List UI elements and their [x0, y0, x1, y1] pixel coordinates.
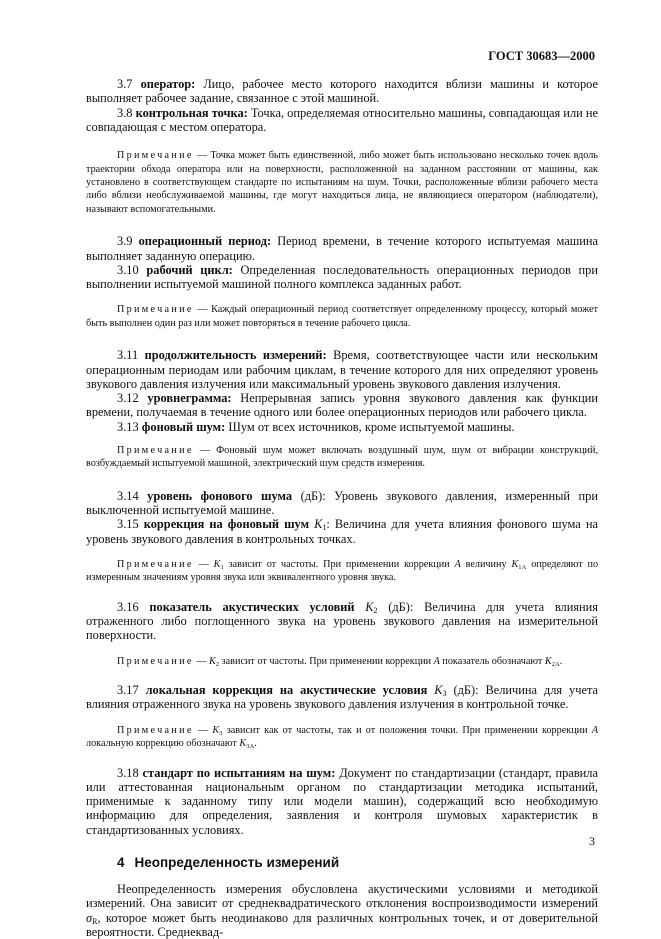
note-3-16: Примечание — $K_2$ зависит от частоты. При применении коррекции A показатель обозначают $K_{2A}$. [117, 655, 563, 668]
entry-3-8: 3.8 контрольная точка: Точка, определяемая относительно машины, совпадающая или не совпадающая с местом оператора. [86, 105, 598, 134]
entry-3-18: 3.18 стандарт по испытаниям на шум: Документ по стандартизации (стандарт, правила или аттестованная национальным органом по стандартизации методика испытаний, применимые к заданному типу или модели машин), содержащий всю необходимую информацию для определения, заявления и контроля шумовых характеристик в стандартизованных условиях. [86, 765, 598, 837]
note-3-15: Примечание — $K_1$ зависит от частоты. При применении коррекции A величину $K_{1A}$ определяют по измеренным значениям уровня звука или эквивалентного уровня звука. [86, 559, 599, 584]
entry-3-14: 3.14 уровень фонового шума (дБ): Уровень звукового давления, измеренный при выключенной испытуемой машине. [86, 488, 598, 518]
entry-3-11: 3.11 продолжительность измерений: Время, соответствующее части или нескольким операционным периодам или рабочим циклам, в течение которого для них определяют уровень звукового давления излучения или максимальный уровень звукового давления излучения. [86, 348, 598, 391]
entry-3-12: 3.12 уровнеграмма: Непрерывная запись уровня звукового давления как функции времени, получаемая в течение одного или более операционных периодов или рабочего цикла. [86, 391, 598, 420]
section-4-paragraph: Неопределенность измерения обусловлена акустическими условиями и методикой измерений. Она зависит от среднеквадратического отклонения воспроизводимости измерений $\sigma_R$, которое может быть неодинаково для различных контрольных точек, и от доверительной вероятности. Среднеквад- [86, 882, 598, 939]
entry-3-17: 3.17 локальная коррекция на акустические условия $K_3$ (дБ): Величина для учета влияния отраженного звука на уровень звукового давления излучения в контрольной точке. [86, 683, 599, 712]
note-3-13: Примечание — Фоновый шум может включать воздушный шум, шум от вибрации конструкций, возбуждаемый испытуемой машиной, электрический шум средств измерения. [86, 445, 599, 470]
entry-3-9: 3.9 операционный период: Период времени, в течение которого испытуемая машина выполняет заданную операцию. [86, 234, 598, 263]
note-3-10: Примечание — Каждый операционный период соответствует определенному процессу, который может быть выполнен один раз или может повторяться в течение рабочего цикла. [86, 304, 598, 329]
entry-3-7: 3.7 оператор: Лицо, рабочее место которого находится вблизи машины и которое выполняет рабочее задание, связанное с этой машиной. [86, 77, 598, 106]
note-3-8: Примечание — Точка может быть единственной, либо может быть использовано несколько точек вдоль траектории обхода оператора или на поверхности, расположенной на заданном расстоянии от машины, как установлено в соответствующем стандарте по испытаниям на шум. Точки, расположенные вблизи рабочего места либо вблизи необслуживаемой машины, где могут находиться лица, не являющиеся оператором (наблюдатели), называют вспомогательными. [86, 150, 598, 215]
page-number: 3 [589, 834, 595, 848]
note-3-17: Примечание — $K_3$ зависит как от частоты, так и от положения точки. При применении коррекции A локальную коррекцию обозначают $K_{3A}$. [86, 724, 599, 751]
entry-3-16: 3.16 показатель акустических условий $K_2$ (дБ): Величина для учета влияния отраженного либо поглощенного звука на уровень звукового давления на измерительной поверхности. [86, 599, 598, 643]
entry-3-10: 3.10 рабочий цикл: Определенная последовательность операционных периодов при выполнении испытуемой машиной полного комплекса заданных работ. [86, 262, 598, 292]
entry-3-15: 3.15 коррекция на фоновый шум $K_1$: Величина для учета влияния фонового шума на уровень звукового давления в контрольных точках. [86, 517, 598, 546]
page-content [86, 77, 598, 939]
section-4-heading: 4 Неопределенность измерений [117, 855, 340, 870]
document-header: ГОСТ 30683—2000 [488, 49, 595, 63]
entry-3-13: 3.13 фоновый шум: Шум от всех источников, кроме испытуемой машины. [117, 419, 515, 434]
